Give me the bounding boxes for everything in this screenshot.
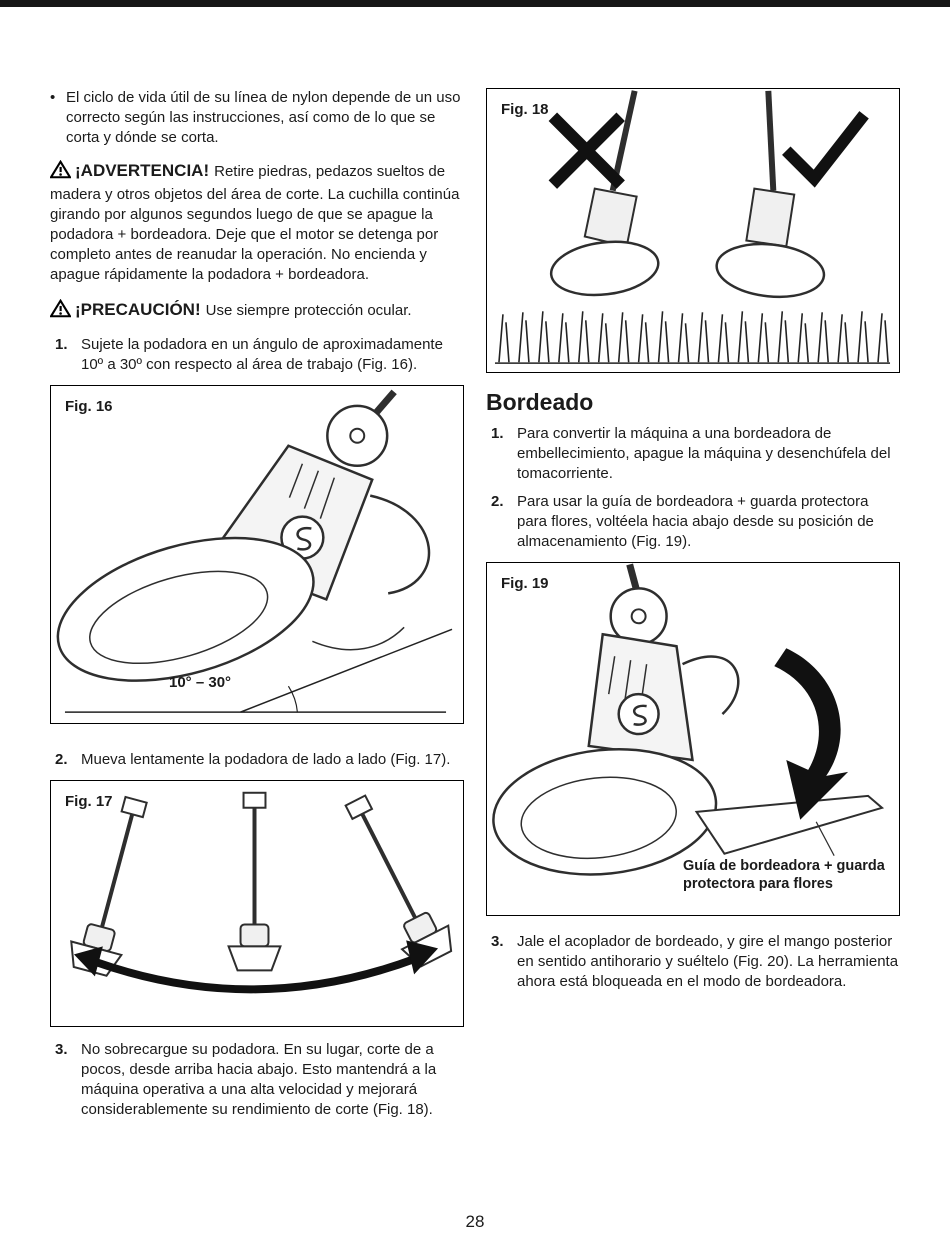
right-step-1 bbox=[486, 424, 900, 484]
caution-paragraph bbox=[50, 299, 464, 324]
caption-leader-line bbox=[816, 821, 834, 855]
edger-guide-blade bbox=[696, 795, 882, 853]
step-text: Para usar la guía de bordeadora + guarda protectora para flores, voltéela hacia abajo desde su posición de almacenamiento (Fig. 19). bbox=[517, 492, 874, 550]
left-step-3 bbox=[50, 1040, 464, 1120]
section-title-bordeado: Bordeado bbox=[486, 389, 594, 415]
figure-17-label: Fig. 17 bbox=[65, 793, 113, 811]
left-step-1 bbox=[50, 335, 464, 375]
intro-bullet-text: El ciclo de vida útil de su línea de nylon depende de un uso correcto según las instrucciones, así como de lo que se corta y dónde se corta. bbox=[66, 89, 461, 146]
two-column-layout bbox=[50, 88, 900, 1120]
step-text: Mueva lentamente la podadora de lado a lado (Fig. 17). bbox=[81, 751, 451, 769]
right-step-2 bbox=[486, 492, 900, 552]
fig17-side-to-side-illustration bbox=[51, 781, 463, 1026]
figure-19-caption: Guía de bordeadora + guarda protectora para flores bbox=[683, 857, 885, 893]
figure-18-label: Fig. 18 bbox=[501, 101, 549, 118]
right-column bbox=[486, 88, 900, 1120]
grass bbox=[499, 311, 888, 362]
flip-down-arrow bbox=[774, 648, 848, 820]
warning-triangle-icon bbox=[50, 160, 71, 185]
fig18-right-wrong-illustration bbox=[487, 89, 899, 372]
check-mark-icon bbox=[786, 115, 864, 179]
figure-19-label: Fig. 19 bbox=[501, 574, 549, 592]
intro-bullet bbox=[50, 88, 464, 148]
step-number: 1. bbox=[491, 425, 504, 442]
step-number: 2. bbox=[491, 492, 504, 510]
left-step-2 bbox=[50, 750, 464, 770]
figure-16 bbox=[50, 385, 464, 724]
step-number: 2. bbox=[55, 751, 68, 769]
right-step-3 bbox=[486, 932, 900, 992]
step-text: Sujete la podadora en un ángulo de aproximadamente 10º a 30º con respecto al área de trabajo (Fig. 16). bbox=[81, 336, 443, 374]
warning-text: Retire piedras, pedazos sueltos de madera y otros objetos del área de corte. La cuchilla continúa girando por algunos segundos luego de que se apague la podadora + bordeadora. Deje que el motor se detenga por completo antes de reanudar la operación. No encienda y apague rápidamente la podadora + bordeadora. bbox=[50, 162, 460, 284]
x-mark-icon bbox=[553, 117, 621, 185]
figure-17 bbox=[50, 780, 464, 1027]
page-number: 28 bbox=[465, 1212, 485, 1231]
figure-18 bbox=[486, 88, 900, 373]
warning-paragraph bbox=[50, 160, 464, 286]
step-text: Jale el acoplador de bordeado, y gire el mango posterior en sentido antihorario y suéltelo (Fig. 20). La herramienta ahora está bloqueada en el modo de bordeadora. bbox=[517, 932, 899, 990]
left-column bbox=[50, 88, 464, 1120]
step-number: 3. bbox=[55, 1041, 68, 1059]
caution-triangle-icon bbox=[50, 299, 71, 324]
caution-label: ¡PRECAUCIÓN! bbox=[75, 300, 201, 320]
figure-19 bbox=[486, 562, 900, 916]
step-number: 1. bbox=[55, 336, 68, 354]
caution-text: Use siempre protección ocular. bbox=[205, 302, 412, 320]
fig16-trimmer-illustration bbox=[51, 386, 463, 723]
figure-16-label: Fig. 16 bbox=[65, 398, 113, 416]
warning-label: ¡ADVERTENCIA! bbox=[75, 160, 210, 180]
bullet-marker: • bbox=[50, 89, 56, 106]
figure-16-angle-label: 10° – 30° bbox=[169, 674, 232, 692]
step-text: Para convertir la máquina a una bordeadora de embellecimiento, apague la máquina y desenchúfela del tomacorriente. bbox=[517, 425, 891, 482]
step-number: 3. bbox=[491, 932, 504, 950]
step-text: No sobrecargue su podadora. En su lugar, corte de a pocos, desde arriba hacia abajo. Esto mantendrá a la máquina operativa a una alta velocidad y mejorará considerablemente su rendimiento de corte (Fig. 18). bbox=[81, 1041, 437, 1119]
page-top-edge bbox=[0, 0, 950, 7]
